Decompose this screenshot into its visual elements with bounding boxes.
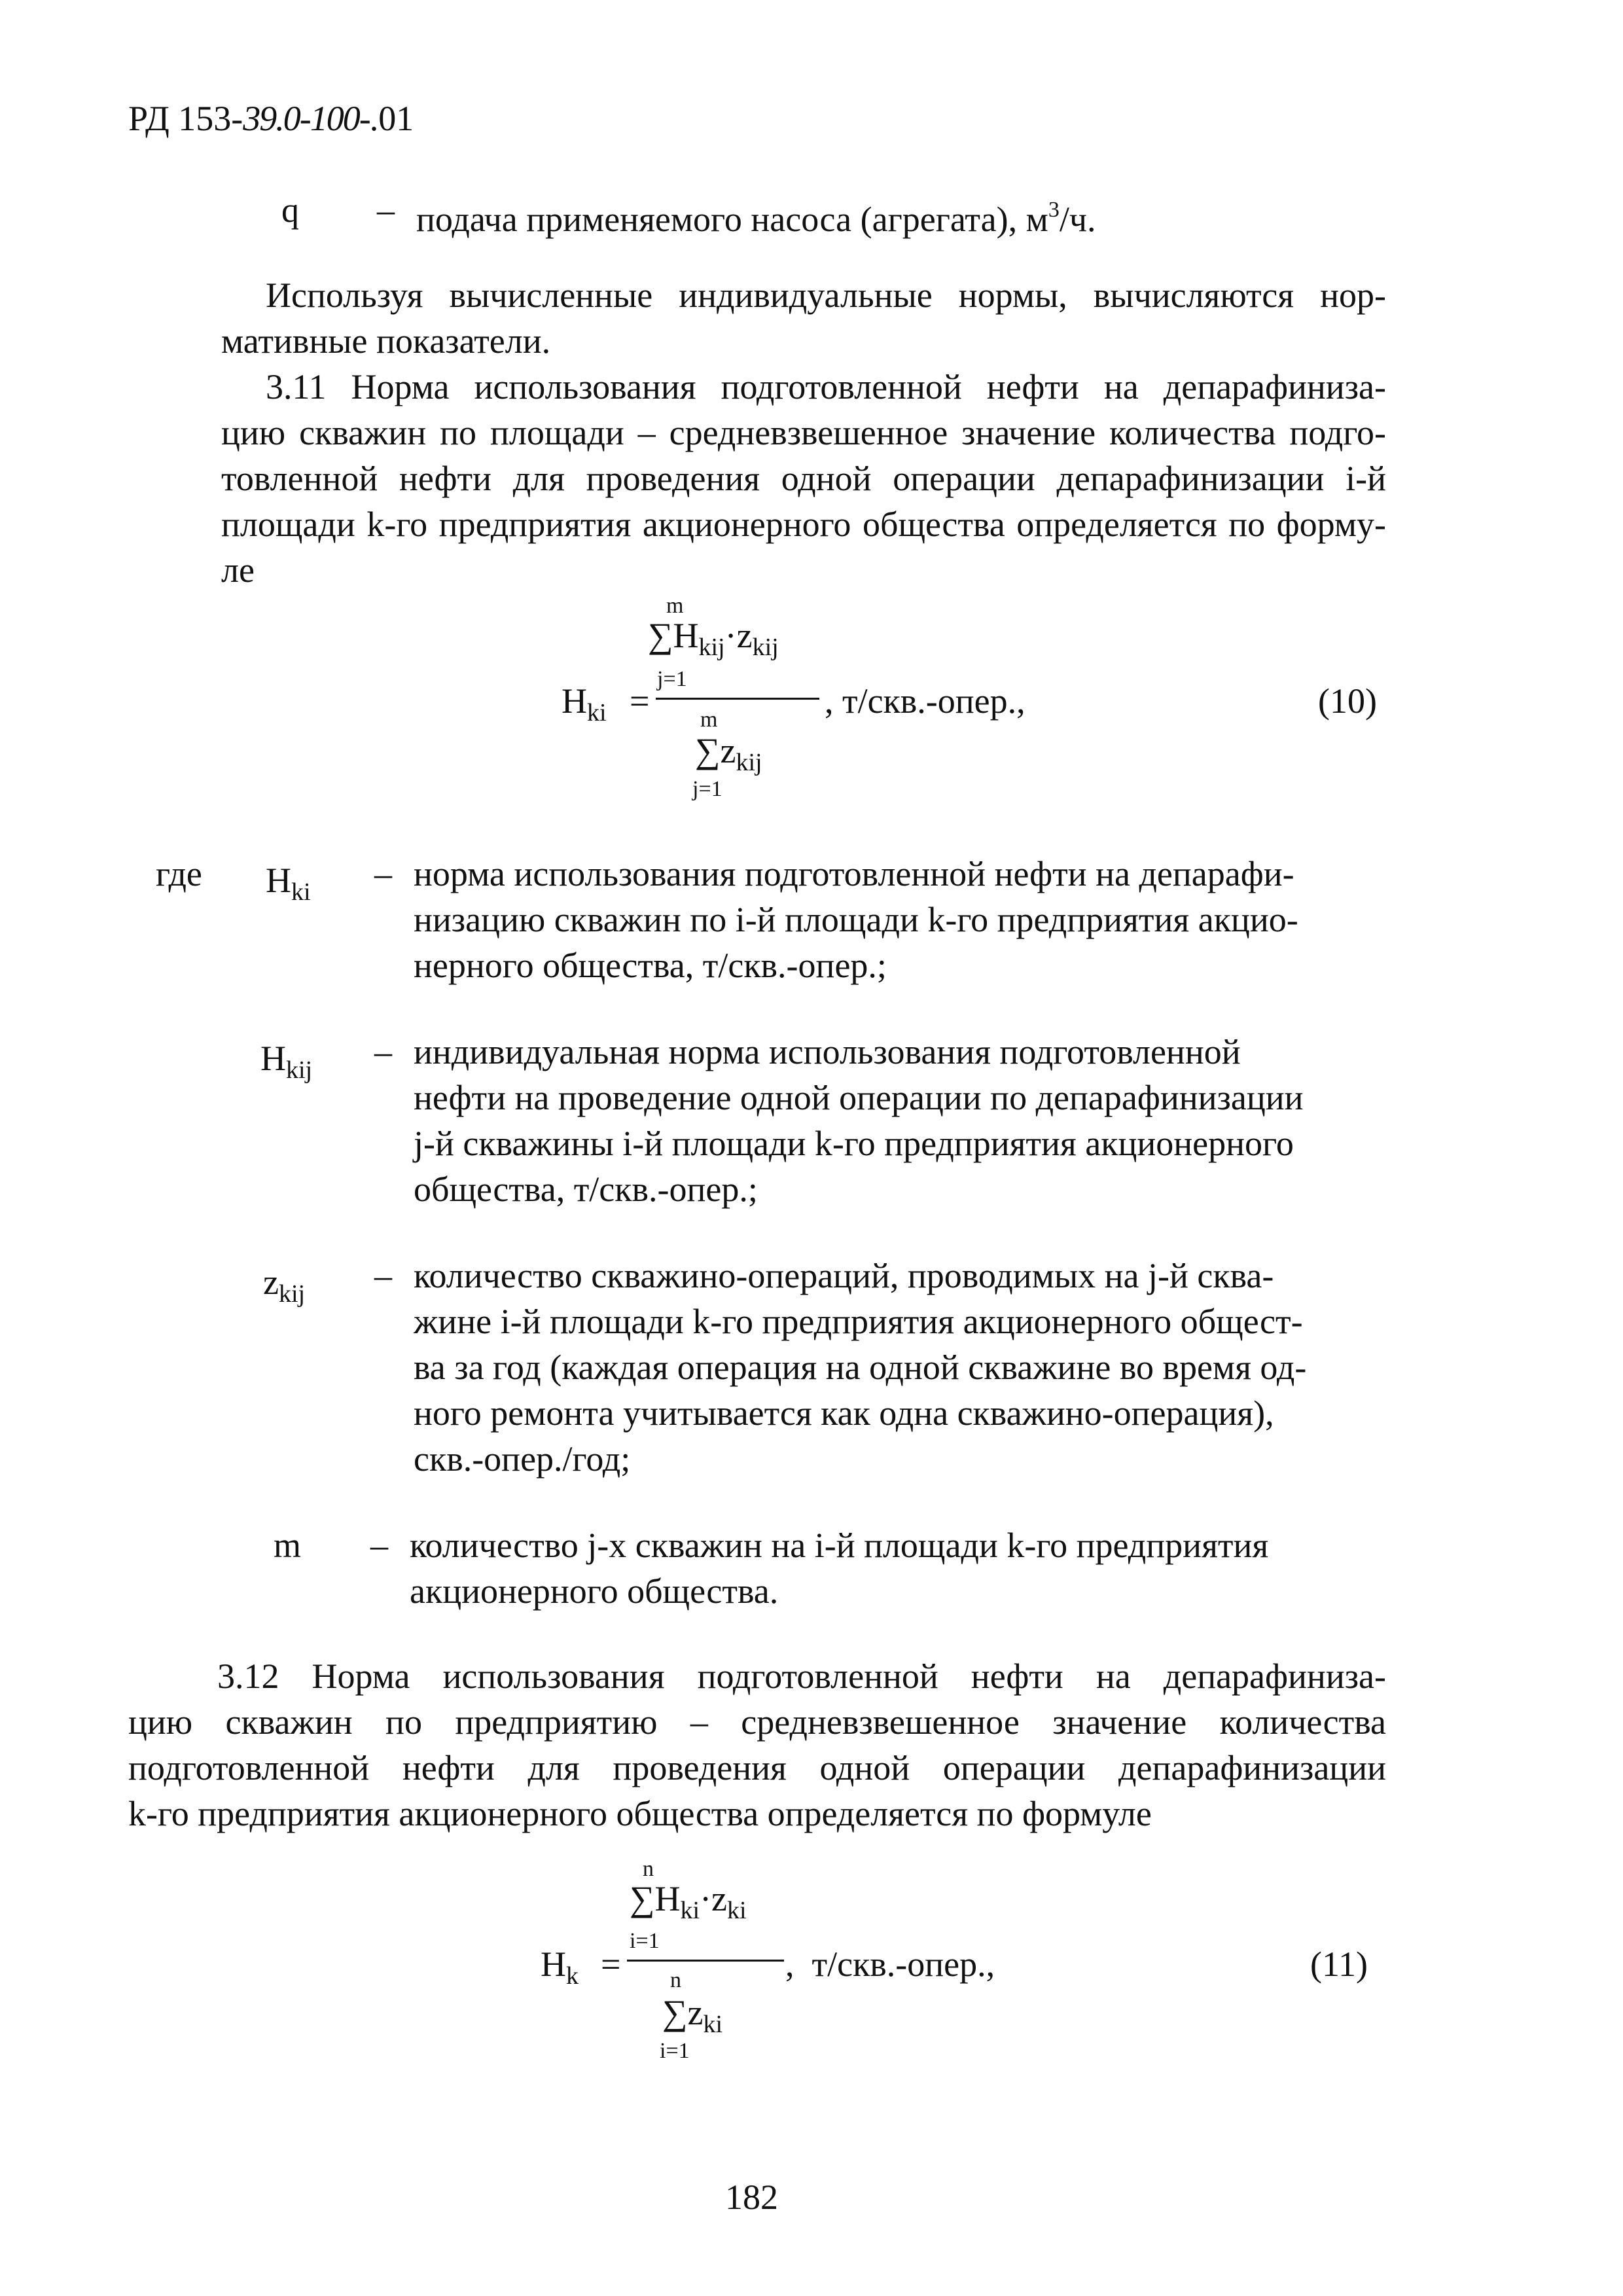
q-unit-tail: /ч. — [1059, 200, 1096, 239]
f11-den-z-sub: ki — [703, 2011, 723, 2038]
q-definition-text — [416, 187, 1096, 242]
f11-num-z-sub: ki — [727, 1897, 747, 1924]
def3-line-3: ва за год (каждая операция на одной скважине во время од- — [414, 1348, 1307, 1387]
s312-line-3: подготовленной нефти для проведения одной операции депарафинизации — [128, 1748, 1386, 1787]
def2-line-4: общества, т/скв.-опер.; — [414, 1170, 758, 1209]
f11-num-sum-bottom: i=1 — [630, 1929, 660, 1953]
def3-symbol-sub: kij — [278, 1280, 306, 1308]
def2-dash: – — [374, 1032, 392, 1071]
s312-line-4: k-го предприятия акционерного общества определяется по формуле — [128, 1794, 1152, 1833]
f11-den-sum-top: n — [670, 1968, 681, 1992]
def2-line-1: индивидуальная норма использования подготовленной — [414, 1032, 1241, 1071]
f10-num-sigma: ∑ — [648, 616, 673, 655]
q-symbol: q — [281, 190, 299, 230]
f11-number: (11) — [1310, 1945, 1368, 1984]
f10-num-dot: · — [724, 616, 737, 655]
f10-lhs-sub: ki — [587, 699, 607, 726]
def2-symbol-letter: H — [260, 1039, 286, 1078]
def4-dash: – — [370, 1526, 388, 1565]
def1-symbol — [266, 857, 311, 915]
def4-line-1: количество j-х скважин на i-й площади k-го предприятия — [410, 1526, 1269, 1565]
s311-line-2: цию скважин по площади – средневзвешенное значение количества подго- — [221, 413, 1386, 452]
document-code — [128, 96, 414, 141]
f11-num-dot: · — [700, 1879, 712, 1918]
f11-den-sum-bottom: i=1 — [660, 2039, 690, 2063]
s311-line-4: площади k-го предприятия акционерного общества определяется по форму- — [221, 505, 1386, 544]
def1-dash: – — [374, 854, 392, 893]
f11-num-z: z — [711, 1879, 728, 1918]
def3-line-2: жине i-й площади k-го предприятия акционерного общест- — [414, 1302, 1303, 1341]
f11-den-z: z — [687, 1993, 704, 2032]
def2-symbol-sub: kij — [286, 1056, 313, 1084]
s311-line-5: ле — [221, 550, 255, 590]
def3-dash: – — [374, 1256, 392, 1295]
f11-num-H: H — [654, 1879, 681, 1918]
intro-line-2: мативные показатели. — [221, 321, 551, 361]
def1-line-2: низацию скважин по i-й площади k-го предприятия акцио- — [414, 900, 1298, 939]
f10-number: (10) — [1318, 681, 1377, 721]
s312-line-2: цию скважин по предприятию – средневзвешенное значение количества — [128, 1702, 1386, 1742]
f11-equals: = — [601, 1945, 621, 1984]
f11-num-H-sub: ki — [680, 1897, 700, 1924]
s311-line-1: 3.11 Норма использования подготовленной нефти на депарафиниза- — [266, 367, 1386, 406]
f11-lhs — [541, 1941, 579, 1999]
f10-den-sum-top: m — [700, 708, 718, 732]
def1-line-1: норма использования подготовленной нефти на депарафи- — [414, 854, 1294, 893]
f10-num-H-sub: kij — [698, 634, 725, 661]
def1-symbol-sub: ki — [291, 878, 311, 906]
f10-lhs — [562, 678, 607, 736]
f11-num-sigma: ∑ — [630, 1879, 655, 1918]
f11-numerator — [630, 1876, 747, 1933]
def2-line-2: нефти на проведение одной операции по депарафинизации — [414, 1078, 1304, 1117]
doc-code-suffix: .01 — [369, 99, 414, 138]
q-unit-exponent: 3 — [1048, 198, 1060, 222]
f11-unit: , т/скв.-опер., — [785, 1945, 995, 1984]
def3-symbol-letter: z — [263, 1263, 279, 1302]
q-dash: – — [377, 190, 395, 230]
doc-code-prefix: РД 153- — [128, 99, 243, 138]
def4-symbol: m — [274, 1526, 302, 1565]
def4-line-2: акционерного общества. — [410, 1571, 779, 1611]
s312-line-1: 3.12 Норма использования подготовленной нефти на депарафиниза- — [217, 1657, 1386, 1696]
f10-den-z: z — [720, 731, 736, 770]
def2-line-3: j-й скважины i-й площади k-го предприятия акционерного — [414, 1124, 1294, 1163]
f10-numerator — [648, 613, 779, 670]
f11-fraction-bar — [627, 1960, 784, 1962]
f10-num-sum-bottom: j=1 — [657, 667, 687, 691]
page-number: 182 — [725, 2178, 778, 2217]
f11-den-sigma: ∑ — [662, 1993, 688, 2032]
f10-den-sigma: ∑ — [695, 731, 721, 770]
f10-num-z: z — [736, 616, 753, 655]
f10-den-sum-bottom: j=1 — [692, 777, 722, 801]
q-definition-body: подача применяемого насоса (агрегата), м — [416, 200, 1048, 239]
doc-code-handwritten: 39.0-100- — [243, 99, 370, 138]
where-label: где — [156, 854, 202, 893]
def1-line-3: нерного общества, т/скв.-опер.; — [414, 946, 887, 985]
def2-symbol — [260, 1035, 312, 1093]
f11-lhs-H: H — [541, 1945, 566, 1984]
def3-symbol — [263, 1259, 305, 1317]
intro-line-1: Используя вычисленные индивидуальные нормы, вычисляются нор- — [266, 276, 1386, 315]
def3-line-4: ного ремонта учитывается как одна скважино-операция), — [414, 1393, 1274, 1433]
f10-fraction-bar — [656, 698, 819, 700]
f11-lhs-sub: k — [566, 1962, 579, 1990]
f10-num-z-sub: kij — [752, 634, 779, 661]
f10-num-H: H — [673, 616, 699, 655]
f10-unit: , т/скв.-опер., — [825, 681, 1026, 721]
f10-equals: = — [630, 681, 650, 721]
f10-lhs-H: H — [562, 681, 587, 721]
f10-den-z-sub: kij — [736, 749, 762, 776]
def3-line-1: количество скважино-операций, проводимых на j-й сква- — [414, 1256, 1274, 1295]
f11-num-sum-top: n — [643, 1857, 654, 1881]
s311-line-3: товленной нефти для проведения одной операции депарафинизации i-й — [221, 459, 1386, 498]
f10-num-sum-top: m — [666, 594, 684, 618]
def1-symbol-letter: H — [266, 861, 291, 900]
def3-line-5: скв.-опер./год; — [414, 1439, 631, 1479]
